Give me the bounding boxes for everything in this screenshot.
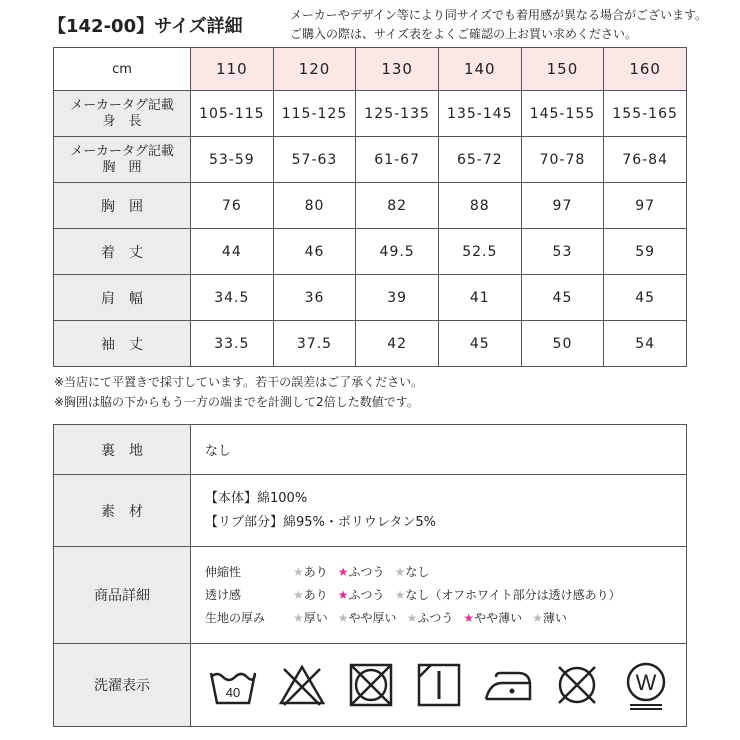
- table-cell: 59: [604, 229, 687, 275]
- material-line: 【リブ部分】綿95%・ポリウレタン5%: [205, 514, 436, 530]
- table-cell: 46: [273, 229, 356, 275]
- measurement-notes: [54, 372, 423, 412]
- table-cell: 76: [191, 183, 274, 229]
- no-bleach-icon: [276, 659, 328, 711]
- details-value: [191, 547, 687, 644]
- unit-cell: cm: [54, 48, 191, 91]
- size-header: 160: [604, 48, 687, 91]
- wet-clean-icon: [620, 659, 672, 711]
- table-row: [54, 275, 687, 321]
- size-header: 130: [356, 48, 439, 91]
- table-row: [54, 91, 687, 137]
- table-cell: 82: [356, 183, 439, 229]
- detail-option: [407, 611, 454, 625]
- lining-label: 裏 地: [54, 425, 191, 475]
- detail-option-text: 厚い: [303, 610, 328, 625]
- care-icons: [191, 644, 687, 727]
- table-cell: 37.5: [273, 321, 356, 367]
- wash-40-icon: [207, 659, 259, 711]
- table-cell: 53-59: [191, 137, 274, 183]
- detail-option-text: 薄い: [542, 610, 567, 625]
- table-cell: 70-78: [521, 137, 604, 183]
- star-icon: ★: [394, 564, 406, 579]
- table-cell: 88: [438, 183, 521, 229]
- table-cell: 54: [604, 321, 687, 367]
- detail-option: [338, 611, 397, 625]
- detail-option-text: ふつう: [348, 564, 385, 579]
- star-icon: ★: [406, 610, 418, 625]
- table-cell: 33.5: [191, 321, 274, 367]
- table-cell: 80: [273, 183, 356, 229]
- lining-value: なし: [191, 425, 687, 475]
- wash-temp-label: 40: [226, 685, 241, 700]
- row-label-line: 身 長: [102, 113, 142, 129]
- detail-option-text: やや厚い: [348, 610, 397, 625]
- material-row: [54, 475, 687, 547]
- detail-row: [205, 561, 686, 584]
- detail-option: [293, 565, 328, 579]
- table-cell: 42: [356, 321, 439, 367]
- table-cell: 97: [604, 183, 687, 229]
- line-dry-icon: [413, 659, 465, 711]
- row-label: 胸 囲: [54, 183, 191, 229]
- detail-option-text: やや薄い: [474, 610, 523, 625]
- detail-option-selected: [463, 611, 522, 625]
- table-cell: 39: [356, 275, 439, 321]
- material-value: [191, 475, 687, 547]
- star-icon: ★: [293, 564, 304, 579]
- star-icon: ★: [463, 610, 475, 625]
- details-label: 商品詳細: [54, 547, 191, 644]
- row-label: [54, 91, 191, 137]
- table-row: [54, 137, 687, 183]
- wet-clean-letter: W: [635, 670, 656, 695]
- size-header: 150: [521, 48, 604, 91]
- detail-row: [205, 607, 686, 630]
- detail-option-text: なし（オフホワイト部分は透け感あり）: [405, 587, 621, 602]
- no-dry-clean-icon: [551, 659, 603, 711]
- top-notes: [290, 6, 707, 44]
- top-note-line: ご購入の際は、サイズ表をよくご確認の上お買い求めください。: [290, 27, 638, 41]
- detail-option-text: ふつう: [348, 587, 385, 602]
- material-line: 【本体】綿100%: [205, 490, 308, 506]
- row-label-line: メーカータグ記載: [70, 143, 174, 159]
- star-icon: ★: [532, 610, 543, 625]
- lining-row: [54, 425, 687, 475]
- page-title: 【142-00】サイズ詳細: [48, 16, 243, 37]
- detail-option-text: なし: [405, 564, 430, 579]
- star-icon: ★: [293, 610, 304, 625]
- size-header: 140: [438, 48, 521, 91]
- detail-option: [395, 565, 430, 579]
- material-label: 素 材: [54, 475, 191, 547]
- star-icon: ★: [337, 564, 349, 579]
- table-row: [54, 321, 687, 367]
- size-table: [53, 47, 687, 367]
- table-cell: 50: [521, 321, 604, 367]
- table-cell: 65-72: [438, 137, 521, 183]
- detail-option-selected: [338, 588, 385, 602]
- low-iron-icon: [482, 659, 534, 711]
- detail-option-text: あり: [303, 564, 328, 579]
- details-row: [54, 547, 687, 644]
- care-label: 洗濯表示: [54, 644, 191, 727]
- detail-option-selected: [338, 565, 385, 579]
- table-cell: 57-63: [273, 137, 356, 183]
- table-cell: 53: [521, 229, 604, 275]
- table-cell: 41: [438, 275, 521, 321]
- size-header: 110: [191, 48, 274, 91]
- table-cell: 125-135: [356, 91, 439, 137]
- star-icon: ★: [337, 610, 349, 625]
- star-icon: ★: [293, 587, 304, 602]
- row-label: 袖 丈: [54, 321, 191, 367]
- table-cell: 52.5: [438, 229, 521, 275]
- detail-option-text: あり: [303, 587, 328, 602]
- table-row: [54, 229, 687, 275]
- row-label-line: メーカータグ記載: [70, 97, 174, 113]
- table-cell: 49.5: [356, 229, 439, 275]
- note-line: ※胸囲は脇の下からもう一方の端までを計測して2倍した数値です。: [54, 395, 419, 409]
- table-cell: 45: [521, 275, 604, 321]
- size-header-row: [54, 48, 687, 91]
- star-icon: ★: [394, 587, 406, 602]
- detail-option-text: ふつう: [417, 610, 454, 625]
- table-cell: 135-145: [438, 91, 521, 137]
- table-cell: 45: [438, 321, 521, 367]
- table-cell: 76-84: [604, 137, 687, 183]
- row-label: 肩 幅: [54, 275, 191, 321]
- detail-name: 伸縮性: [205, 564, 242, 579]
- detail-option: [532, 611, 567, 625]
- detail-option: [293, 588, 328, 602]
- table-cell: 97: [521, 183, 604, 229]
- row-label-line: 胸 囲: [102, 159, 142, 175]
- table-cell: 36: [273, 275, 356, 321]
- row-label: [54, 137, 191, 183]
- details-list: [205, 561, 686, 630]
- detail-name: 生地の厚み: [205, 610, 266, 625]
- detail-option: [293, 611, 328, 625]
- size-header: 120: [273, 48, 356, 91]
- table-cell: 115-125: [273, 91, 356, 137]
- table-cell: 34.5: [191, 275, 274, 321]
- note-line: ※当店にて平置きで採寸しています。若干の誤差はご了承ください。: [54, 375, 424, 389]
- row-label: 着 丈: [54, 229, 191, 275]
- no-tumble-dry-icon: [345, 659, 397, 711]
- star-icon: ★: [337, 587, 349, 602]
- table-cell: 44: [191, 229, 274, 275]
- table-cell: 45: [604, 275, 687, 321]
- top-note-line: メーカーやデザイン等により同サイズでも着用感が異なる場合がございます。: [290, 8, 708, 22]
- detail-row: [205, 584, 686, 607]
- table-cell: 145-155: [521, 91, 604, 137]
- table-cell: 105-115: [191, 91, 274, 137]
- care-row: [54, 644, 687, 727]
- info-table: [53, 424, 687, 727]
- detail-option: [395, 588, 621, 602]
- detail-name: 透け感: [205, 587, 242, 602]
- table-cell: 61-67: [356, 137, 439, 183]
- table-cell: 155-165: [604, 91, 687, 137]
- table-row: [54, 183, 687, 229]
